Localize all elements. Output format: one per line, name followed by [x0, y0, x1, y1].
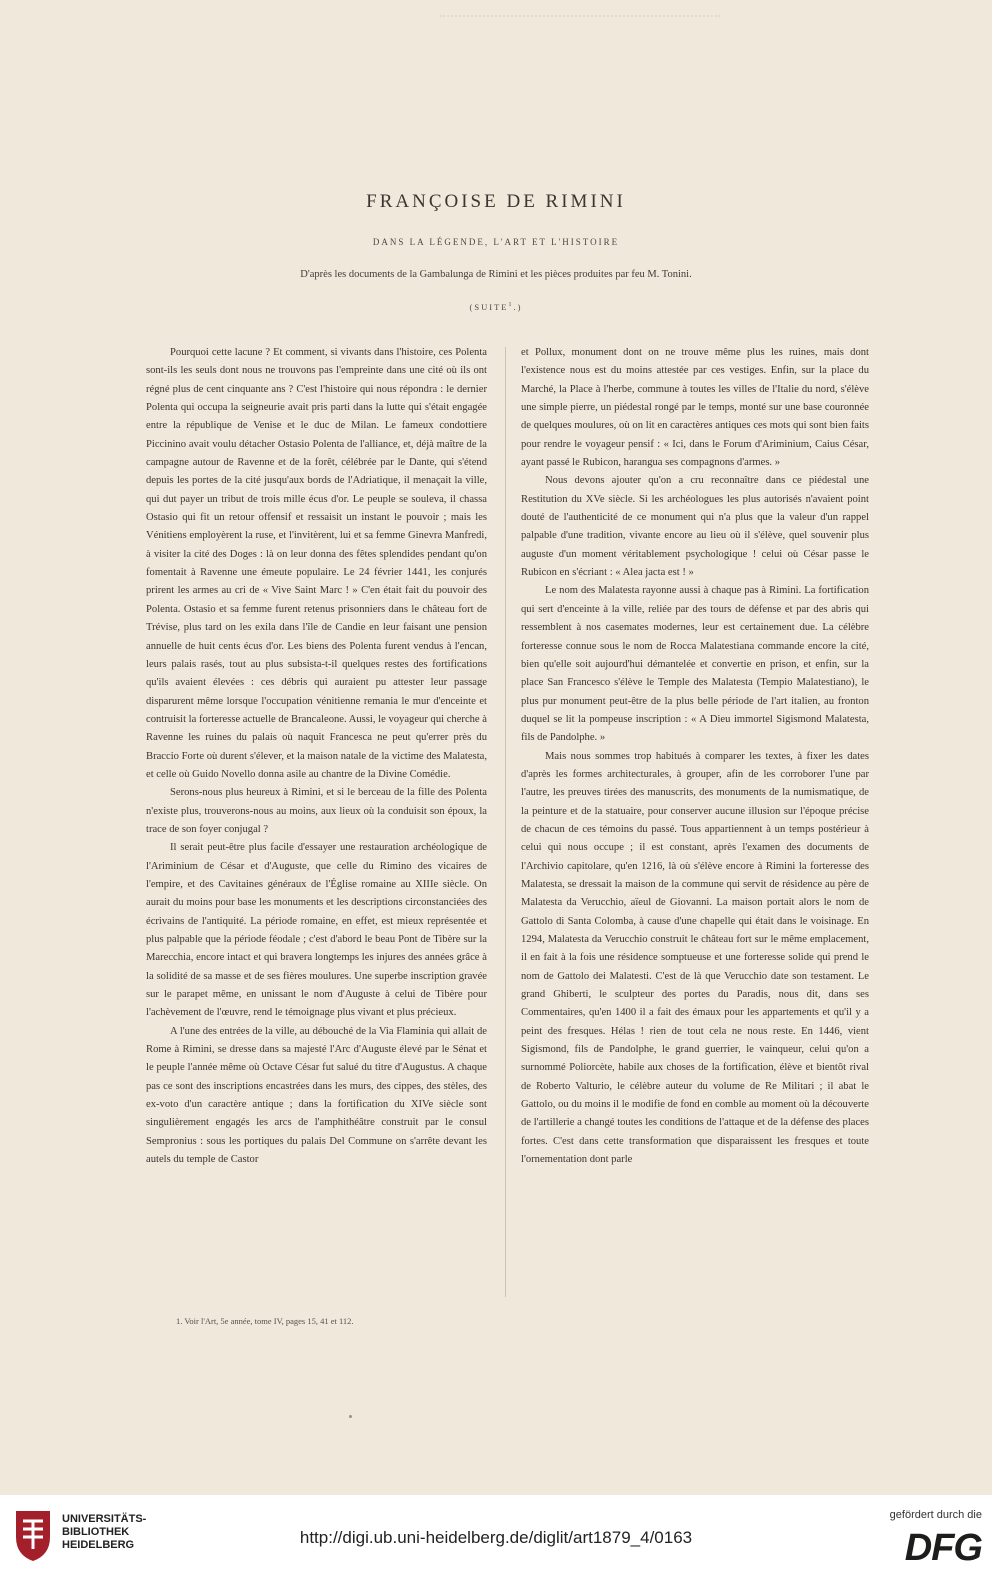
paragraph: Le nom des Malatesta rayonne aussi à chaque pas à Rimini. La fortification qui sert d'enceinte à la ville, reliée par des tours de défense et par des abris qui ressemblent à nos casemates modernes, leur est certainement due. La célèbre forteresse connue sous le nom de Rocca Malatestiana commande encore la cité, bien qu'elle soit aujourd'hui démantelée et convertie en prison, et enfin, sur la place San Francesco s'élève le Temple des Malatesta (Tempio Malatestiano), le plus pur monument peut-être de la plus belle période de l'art italien, au fronton duquel se lit la pompeuse inscription : « A Dieu immortel Sigismond Malatesta, fils de Pandolphe. » [521, 585, 869, 744]
right-column [521, 344, 869, 1169]
paragraph: Serons-nous plus heureux à Rimini, et si le berceau de la fille des Polenta n'existe plus, trouverons-nous au moins, aux lieux où la conduisit son époux, la trace de son foyer conjugal ? [146, 787, 487, 835]
paragraph: Nous devons ajouter qu'on a cru reconnaître dans ce piédestal une Restitution du XVe siècle. Si les archéologues les plus autorisés n'avaient point douté de l'authenticité de ce monument qui n'a plus que la valeur d'un rappel palpable d'une tradition, vivante encore au lieu où il s'élève, quel souvenir plus auguste d'un moment véritablement psychologique ! celui où César passe le Rubicon en s'écriant : « Alea jacta est ! » [521, 475, 869, 579]
article-byline: D'après les documents de la Gambalunga de Rimini et les pièces produites par feu M. Tonini. [300, 269, 692, 280]
ink-speck [349, 1415, 352, 1418]
funded-by-label: gefördert durch die [889, 1509, 982, 1521]
paragraph: Mais nous sommes trop habitués à comparer les textes, à fixer les dates d'après les formes architecturales, à grouper, afin de les corroborer l'une par l'autre, les preuves tirées des manuscrits, des monuments de la numismatique, de la peinture et de la statuaire, pour conserver aucune illusion sur l'époque précise de chacun de ces témoins du passé. Tous appartiennent à un temps postérieur à celui qui nous occupe ; il est constant, après l'examen des documents de l'Archivio capitolare, qu'en 1216, là où s'élève encore à Rimini la forteresse des Malatesta, se dressait la maison de la commune qui servit de résidence au père de Malatesta da Verucchio, aïeul de Giovanni. La maison portait alors le nom de Gattolo di Santa Colomba, à cause d'une chapelle qui était dans le voisinage. En 1294, Malatesta da Verucchio construit le château fort sur le même emplacement, il en fait à la fois une résidence somptueuse et une forteresse solide qui prend le nom de Gattolo dei Malatesti. C'est de là que Verucchio date son testament. Le grand Ghiberti, le sculpteur des portes du Paradis, nous dit, dans ses Commentaires, qu'en 1400 il a fait des émaux pour les appartements et qu'il y a peint des fresques. Hélas ! rien de tout cela ne nous reste. En 1446, vient Sigismond, fils de Pandolphe, le grand guerrier, le vainqueur, celui qu'on a surnommé Poliorcète, habile aux choses de la fortification, élève et bientôt rival de Roberto Valturio, le célèbre auteur du volume de Re Militari ; il abat le Gattolo, ou du moins il le modifie de fond en comble au moment où la découverte de l'artillerie a changé toutes les conditions de l'attaque et de la défense des places fortes. C'est dans cette transformation que disparaissent les fresques et toute l'ornementation dont parle [521, 750, 869, 1166]
continuation-label: (SUITE$^1$.) [469, 302, 523, 312]
paragraph: A l'une des entrées de la ville, au débouché de la Via Flaminia qui allait de Rome à Rimini, se dresse dans sa majesté l'Arc d'Auguste élevé par le Sénat et le peuple l'année même où Octave César fut salué du titre d'Augustus. A chaque pas ce sont des inscriptions encastrées dans les murs, des cippes, des stèles, des ex-voto d'un caractère antique ; dans la fortification du XIVe siècle sont singulièrement engagés les arcs de l'amphithéâtre construit par le consul Sempronius : sous les portiques du palais Del Commune on s'arrête devant les autels du temple de Castor [146, 1025, 487, 1166]
article-subtitle: DANS LA LÉGENDE, L'ART ET L'HISTOIRE [372, 237, 620, 247]
footnote-ref[interactable]: 1 [508, 302, 514, 309]
bleed-through-marks [440, 15, 720, 25]
article-title: FRANÇOISE DE RIMINI [366, 191, 626, 212]
digitization-footer [0, 1495, 992, 1585]
permalink-url[interactable]: http://digi.ub.uni-heidelberg.de/diglit/art1879_4/0163 [299, 1528, 693, 1547]
paragraph: et Pollux, monument dont on ne trouve même plus les ruines, mais dont l'existence nous est du moins attestée par ces vestiges. Enfin, sur la place du Marché, la Place à l'herbe, commune à toutes les villes de l'Italie du nord, s'élève une simple pierre, un piédestal rongé par le temps, monté sur une base couronnée de quelques moulures, où on lit en caractères antiques ces mots qui sont bien faits pour rendre le voyageur pensif : « Ici, dans le Forum d'Ariminium, Caius César, ayant passé le Rubicon, harangua ses compagnons d'armes. » [521, 347, 869, 469]
paragraph: Pourquoi cette lacune ? Et comment, si vivants dans l'histoire, ces Polenta sont-ils les seuls dont nous ne trouvons pas l'empreinte dans une cité où ils ont régné plus de cent cinquante ans ? C'est l'histoire qui nous répondra : le dernier Polenta qui occupa la seigneurie avait pris parti dans la lutte qui s'était engagée entre la république de Venise et le duc de Milan. Le fameux condottiere Piccinino avait voulu détacher Ostasio Polenta de l'alliance, et, déjà maître de la campagne autour de Ravenne et de la forêt, célébrée par le Dante, qui s'étend depuis les portes de la cité jusqu'aux bords de l'Adriatique, il menaçait la ville, qui dut payer un tribut de trois mille écus d'or. Le peuple se souleva, il chassa Ostasio qui fit un retour offensif et ressaisit un instant le pouvoir ; mais les Vénitiens employèrent la ruse, et l'invitèrent, lui et sa femme Ginevra Manfredi, à visiter la cité des Doges : là on leur donna des fêtes splendides pendant qu'on fomentait à Ravenne une émeute populaire. Le 24 février 1441, les conjurés prirent les armes au cri de « Vive Saint Marc ! » C'en était fait du pouvoir des Polenta. Ostasio et sa femme furent retenus prisonniers dans le château fort de Trévise, plus tard on les exila dans l'île de Candie en leur faisant une pension annuelle de huit cents écus d'or. Les biens des Polenta furent vendus à l'encan, leurs palais rasés, tout au plus subsista-t-il quelques restes des fortifications qu'ils avaient élevées : ces débris qui auraient pu attester leur passage disparurent même lorsque l'occupation vénitienne remania le mur d'enceinte et contruisit la forteresse actuelle de Brancaleone. Aussi, le voyageur qui cherche à Ravenne les ruines du palais où naquit Francesca ne peut qu'errer près du Braccio Forte où durent s'élever, et la maison natale de la victime des Malatesta, et celle où Guido Novello donna asile au chantre de la Divine Comédie. [146, 347, 487, 780]
footnote: 1. Voir l'Art, 5e année, tome IV, pages 15, 41 et 112. [176, 1316, 354, 1326]
left-column [146, 344, 487, 1169]
library-name[interactable]: UNIVERSITÄTS- BIBLIOTHEK HEIDELBERG [62, 1513, 147, 1551]
column-divider [505, 347, 506, 1297]
paragraph: Il serait peut-être plus facile d'essayer une restauration archéologique de l'Ariminium de César et d'Auguste, que celle du Rimino des vicaires de l'empire, et des Cavitaines généraux de l'Église romaine au XIIIe siècle. On aurait du moins pour base les monuments et les descriptions circonstanciées des écrivains de l'antiquité. La période romaine, en effet, est mieux représentée et plus palpable que la période féodale ; c'est d'abord le beau Pont de Tibère sur la Marecchia, encore intact et qui bravera longtemps les injures des années grâce à la solidité de sa masse et de ses fières moulures. Une superbe inscription gravée sur le parapet même, en unissant le nom d'Auguste à celui de Tibère pour l'achèvement de l'œuvre, rend le témoignage plus vivant et plus précieux. [146, 842, 487, 1019]
dfg-logo[interactable]: DFG [904, 1527, 982, 1569]
